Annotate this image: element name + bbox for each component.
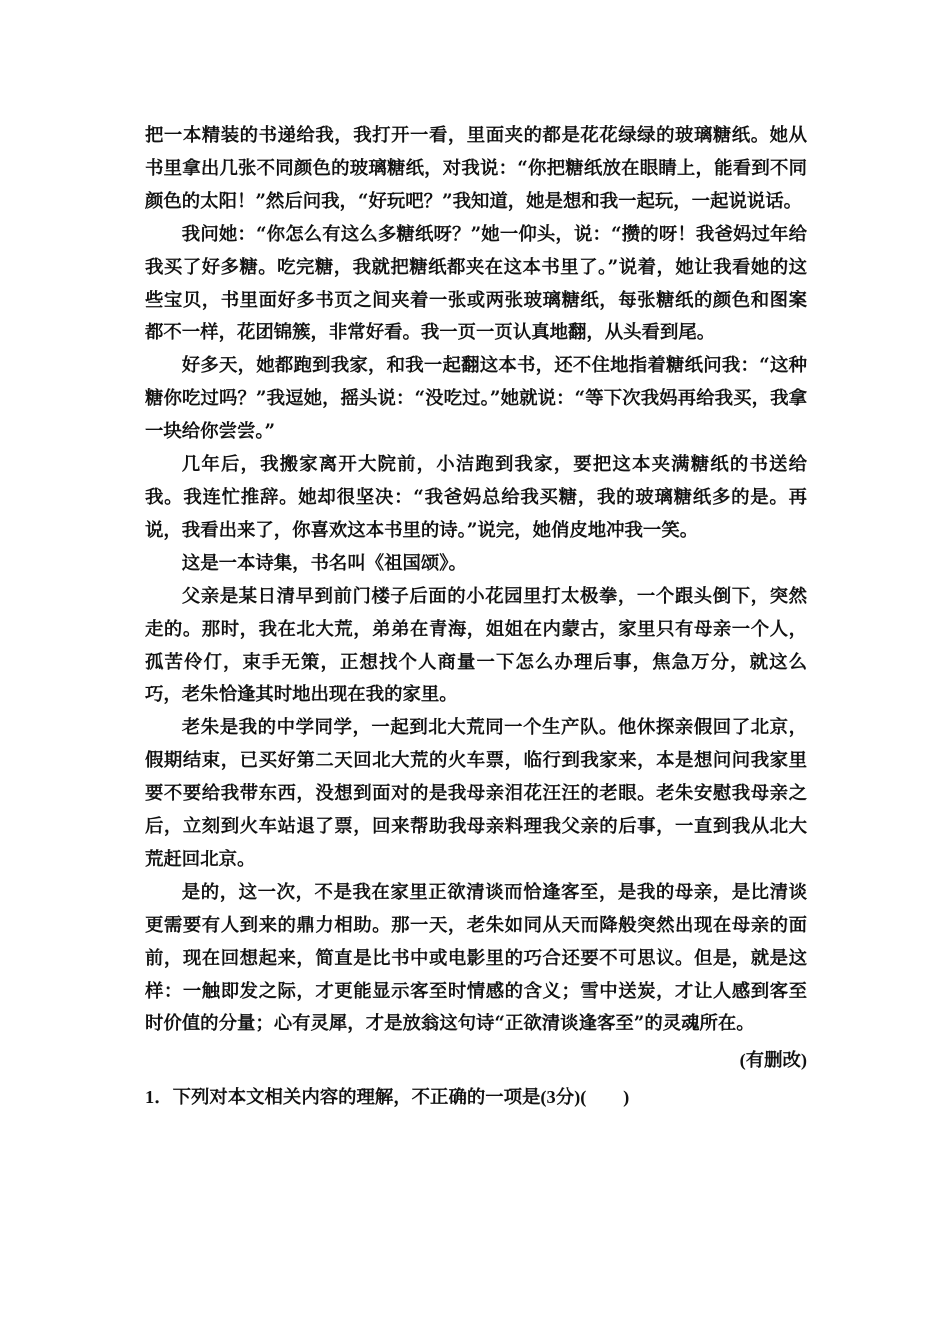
source-note: (有删改) xyxy=(739,1050,807,1071)
document-page xyxy=(145,120,807,1115)
article-paragraph: 老朱是我的中学同学，一起到北大荒同一个生产队。他休探亲假回了北京，假期结束，已买好第二天回北大荒的火车票，临行到我家来，本是想问问我家里要不要给我带东西，没想到面对的是我母亲泪花汪汪的老眼。老朱安慰我母亲之后，立刻到火车站退了票，回来帮助我母亲料理我父亲的后事，一直到我从北大荒赶回北京。 xyxy=(145,717,807,870)
article-paragraph: 好多天，她都跑到我家，和我一起翻这本书，还不住地指着糖纸问我：“这种糖你吃过吗？”我逗她，摇头说：“没吃过。”她就说：“等下次我妈再给我买，我拿一块给你尝尝。” xyxy=(145,355,807,443)
article-paragraph: 父亲是某日清早到前门楼子后面的小花园里打太极拳，一个跟头倒下，突然走的。那时，我在北大荒，弟弟在青海，姐姐在内蒙古，家里只有母亲一个人，孤苦伶仃，束手无策，正想找个人商量一下怎么办理后事，焦急万分，就这么巧，老朱恰逢其时地出现在我的家里。 xyxy=(145,585,807,706)
question-1: 1．下列对本文相关内容的理解，不正确的一项是(3分)( ) xyxy=(145,1087,630,1108)
article-paragraph: 是的，这一次，不是我在家里正欲清谈而恰逢客至，是我的母亲，是比清谈更需要有人到来的鼎力相助。那一天，老朱如同从天而降般突然出现在母亲的面前，现在回想起来，简直是比书中或电影里的巧合还要不可思议。但是，就是这样：一触即发之际，才更能显示客至时情感的含义；雪中送炭，才让人感到客至时价值的分量；心有灵犀，才是放翁这句诗“正欲清谈逢客至”的灵魂所在。 xyxy=(145,881,807,1035)
article-paragraph: 几年后，我搬家离开大院前，小洁跑到我家，要把这本夹满糖纸的书送给我。我连忙推辞。她却很坚决：“我爸妈总给我买糖，我的玻璃糖纸多的是。再说，我看出来了，你喜欢这本书里的诗。”说完，她俏皮地冲我一笑。 xyxy=(145,454,807,541)
article-paragraph: 把一本精装的书递给我，我打开一看，里面夹的都是花花绿绿的玻璃糖纸。她从书里拿出几张不同颜色的玻璃糖纸，对我说：“你把糖纸放在眼睛上，能看到不同颜色的太阳！”然后问我，“好玩吧？”我知道，她是想和我一起玩，一起说说话。 xyxy=(145,125,807,212)
article-paragraph: 这是一本诗集，书名叫《祖国颂》。 xyxy=(181,552,467,574)
article-paragraph: 我问她：“你怎么有这么多糖纸呀？”她一仰头，说：“攒的呀！我爸妈过年给我买了好多糖。吃完糖，我就把糖纸都夹在这本书里了。”说着，她让我看她的这些宝贝，书里面好多书页之间夹着一张或两张玻璃糖纸，每张糖纸的颜色和图案都不一样，花团锦簇，非常好看。我一页一页认真地翻，从头看到尾。 xyxy=(145,223,807,344)
